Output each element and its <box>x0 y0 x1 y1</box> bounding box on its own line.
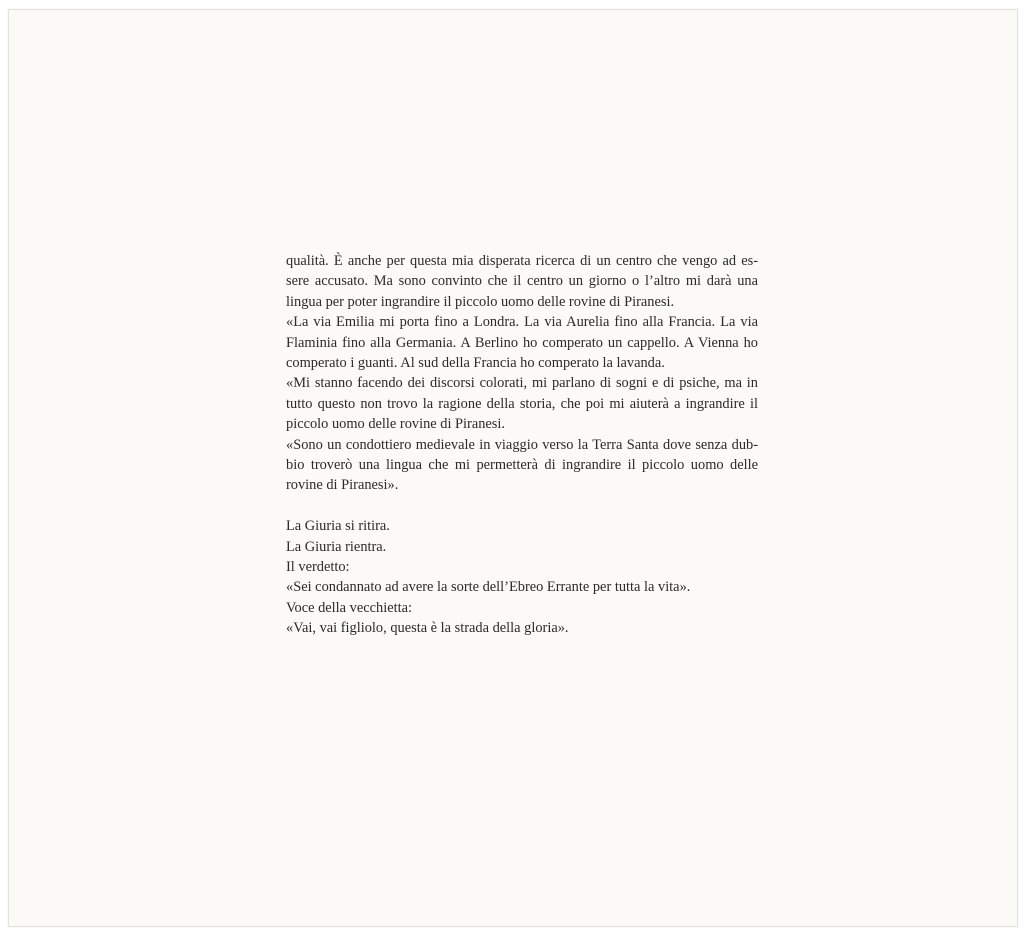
paragraph <box>286 373 758 434</box>
paragraph-spacer <box>286 496 758 516</box>
text-line: sere accusato. Ma sono convinto che il centro un giorno o l’altro mi darà una <box>286 273 758 290</box>
text-line: Flaminia fino alla Germania. A Berlino ho comperato un cappello. A Vienna ho <box>286 334 758 351</box>
text-line: «Sono un condottiero medievale in viaggio verso la Terra Santa dove senza dub- <box>286 436 758 453</box>
body-text <box>286 251 758 639</box>
text-line: La Giuria si ritira. <box>286 518 390 535</box>
paragraph <box>286 435 758 496</box>
text-line: «La via Emilia mi porta fino a Londra. La via Aurelia fino alla Francia. La via <box>286 314 758 331</box>
text-line: La Giuria rientra. <box>286 538 387 555</box>
text-line: piccolo uomo delle rovine di Piranesi. <box>286 416 506 433</box>
page-sheet <box>8 9 1018 927</box>
text-line: comperato i guanti. Al sud della Francia ho comperato la lavanda. <box>286 355 665 372</box>
text-line: Il verdetto: <box>286 559 350 576</box>
text-line: «Vai, vai figliolo, questa è la strada della gloria». <box>286 620 569 637</box>
text-line: rovine di Piranesi». <box>286 477 399 494</box>
closing-section <box>286 516 758 638</box>
text-line: tutto questo non trovo la ragione della storia, che poi mi aiuterà a ingrandire il <box>286 395 758 412</box>
text-line: qualità. È anche per questa mia disperata ricerca di un centro che vengo ad es- <box>286 253 758 269</box>
paragraph <box>286 251 758 312</box>
text-line: «Mi stanno facendo dei discorsi colorati, mi parlano di sogni e di psiche, ma in <box>286 375 758 392</box>
paragraph <box>286 312 758 373</box>
text-line: Voce della vecchietta: <box>286 599 412 616</box>
text-line: «Sei condannato ad avere la sorte dell’Ebreo Errante per tutta la vita». <box>286 579 691 596</box>
text-line: lingua per poter ingrandire il piccolo uomo delle rovine di Piranesi. <box>286 293 675 310</box>
text-line: bio troverò una lingua che mi permetterà di ingrandire il piccolo uomo delle <box>286 457 758 474</box>
